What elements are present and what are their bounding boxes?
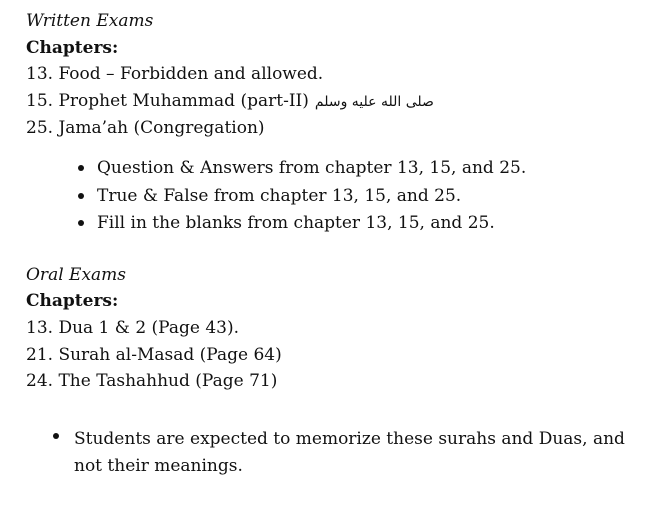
bullet-icon: [78, 165, 84, 171]
arabic-salutation: صلى الله عليه وسلم: [314, 94, 434, 110]
oral-exams-heading: Oral Exams: [26, 265, 127, 285]
bullet-icon: [53, 433, 59, 439]
oral-memorize-note: Students are expected to memorize these surahs and Duas, and not their meanings.: [74, 429, 625, 476]
written-chapter-15-text: 15. Prophet Muhammad (part-II): [26, 91, 309, 111]
bullet-icon: [78, 193, 84, 199]
oral-chapter-13: 13. Dua 1 & 2 (Page 43).: [26, 318, 239, 338]
written-bullet-qa: Question & Answers from chapter 13, 15, and 25.: [97, 158, 527, 178]
written-chapters-label: Chapters:: [26, 38, 119, 58]
written-bullet-fill-blanks: Fill in the blanks from chapter 13, 15, and 25.: [97, 213, 495, 233]
written-chapter-13: 13. Food – Forbidden and allowed.: [26, 64, 324, 84]
written-exams-heading: Written Exams: [26, 11, 154, 31]
oral-chapter-21: 21. Surah al-Masad (Page 64): [26, 345, 282, 365]
written-chapter-15: [26, 91, 434, 112]
bullet-icon: [78, 220, 84, 226]
oral-chapters-label: Chapters:: [26, 291, 119, 311]
written-bullet-true-false: True & False from chapter 13, 15, and 25.: [97, 186, 462, 206]
written-chapter-25: 25. Jama’ah (Congregation): [26, 118, 265, 138]
oral-chapter-24: 24. The Tashahhud (Page 71): [26, 371, 278, 391]
